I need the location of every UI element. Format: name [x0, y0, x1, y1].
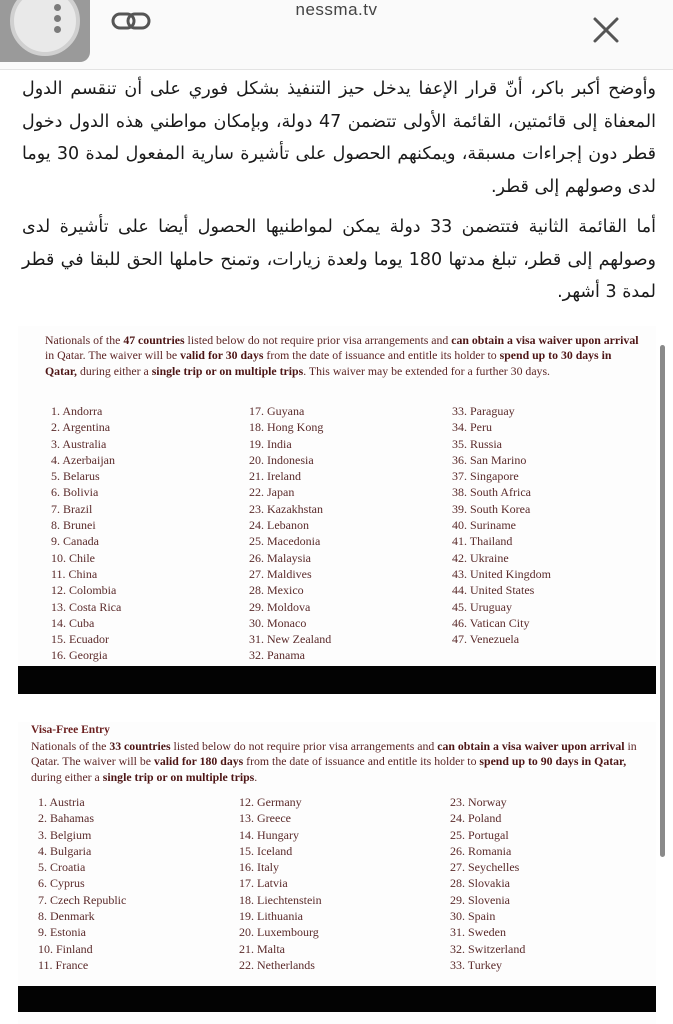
country-item: 31. Sweden: [450, 925, 506, 940]
country-item: 12. Germany: [239, 795, 302, 809]
country-item: 25. Portugal: [450, 827, 509, 842]
list2-column-2: [239, 794, 450, 973]
country-item: 23. Norway: [450, 795, 507, 809]
country-item: 35. Russia: [452, 436, 503, 451]
country-item: 16. Italy: [239, 860, 279, 875]
country-item: 24. Poland: [450, 811, 502, 826]
country-item: 11. China: [51, 566, 98, 581]
country-item: 32. Panama: [249, 648, 305, 663]
list1-column-1: [51, 403, 249, 664]
country-item: 2. Bahamas: [38, 811, 94, 826]
country-item: 27. Seychelles: [450, 860, 520, 875]
country-item: 21. Malta: [239, 941, 285, 956]
country-item: 22. Japan: [249, 485, 295, 500]
country-item: 27. Maldives: [249, 566, 312, 581]
country-item: 26. Romania: [450, 843, 512, 858]
country-item: 22. Netherlands: [239, 957, 315, 972]
country-item: 23. Kazakhstan: [249, 501, 323, 516]
country-item: 26. Malaysia: [249, 550, 311, 565]
visa-list-image: [18, 326, 656, 1024]
country-item: 33. Turkey: [450, 957, 503, 972]
country-item: 28. Slovakia: [450, 876, 510, 891]
country-item: 3. Australia: [51, 436, 107, 451]
country-item: 10. Finland: [38, 941, 93, 956]
country-item: 28. Mexico: [249, 583, 304, 598]
country-item: 3. Belgium: [38, 827, 92, 842]
country-item: 46. Vatican City: [452, 615, 530, 630]
country-item: 21. Ireland: [249, 469, 301, 484]
list1-columns: [51, 403, 642, 664]
list2-column-1: [38, 794, 239, 973]
scrollbar[interactable]: [660, 345, 665, 857]
country-item: 14. Cuba: [51, 615, 95, 630]
country-item: 17. Guyana: [249, 404, 305, 418]
country-item: 9. Estonia: [38, 925, 86, 940]
list2-column-3: [450, 794, 640, 973]
country-item: 7. Brazil: [51, 501, 93, 516]
list1-intro: Nationals of the 47 countries listed below do not require prior visa arrangements and can obtain a visa waiver upon arrival in Qatar. The waiver will be valid for 30 days from the date of issuance and entitle its holder to spend up to 30 days in Qatar, during either a single trip or on multiple trips. This waiver may be extended for a further 30 days.: [45, 333, 639, 378]
country-item: 41. Thailand: [452, 534, 513, 549]
list1-column-3: [452, 403, 642, 664]
country-item: 42. Ukraine: [452, 550, 509, 565]
country-item: 15. Iceland: [239, 843, 293, 858]
article-paragraph-1: وأوضح أكبر باكر، أنّ قرار الإعفا يدخل حيز التنفيذ بشكل فوري على أن تنقسم الدول المعفاة إلى قائمتين، القائمة الأولى تتضمن 47 دولة، وبإمكان مواطني هذه الدول دخول قطر دون إجراءات مسبقة، ويمكنهم الحصول على تأشيرة سارية المفعول لمدة 30 يوما لدى وصولهم إلى قطر.: [22, 79, 657, 197]
country-item: 6. Cyprus: [38, 876, 85, 891]
country-item: 8. Brunei: [51, 518, 96, 533]
country-item: 14. Hungary: [239, 827, 299, 842]
country-item: 4. Azerbaijan: [51, 452, 115, 467]
article-paragraph-2: أما القائمة الثانية فتتضمن 33 دولة يمكن لمواطنيها الحصول أيضا على تأشيرة لدى وصولهم إلى قطر، تبلغ مدتها 180 يوما ولعدة زيارات، وتمنح حاملها الحق للبقا في قطر لمدة 3 أشهر.: [22, 217, 657, 302]
country-item: 18. Liechtenstein: [239, 892, 322, 907]
country-item: 8. Denmark: [38, 909, 95, 924]
country-item: 24. Lebanon: [249, 518, 309, 533]
country-item: 31. New Zealand: [249, 632, 332, 647]
country-item: 10. Chile: [51, 550, 95, 565]
country-item: 5. Belarus: [51, 469, 100, 484]
country-item: 30. Monaco: [249, 615, 307, 630]
list1-column-2: [249, 403, 452, 664]
country-item: 20. Luxembourg: [239, 925, 319, 940]
country-item: 11. France: [38, 957, 89, 972]
black-bar: [18, 986, 656, 1012]
country-item: 32. Switzerland: [450, 941, 526, 956]
country-item: 29. Moldova: [249, 599, 311, 614]
country-item: 12. Colombia: [51, 583, 117, 598]
list2-title: Visa-Free Entry: [31, 724, 110, 736]
country-item: 1. Austria: [38, 795, 85, 809]
country-item: 33. Paraguay: [452, 404, 515, 418]
country-item: 13. Greece: [239, 811, 291, 826]
country-item: 44. United States: [452, 583, 535, 598]
country-item: 6. Bolivia: [51, 485, 99, 500]
country-item: 16. Georgia: [51, 648, 108, 663]
country-item: 29. Slovenia: [450, 892, 510, 907]
country-item: 1. Andorra: [51, 404, 103, 418]
country-item: 45. Uruguay: [452, 599, 512, 614]
list2-columns: [38, 794, 640, 973]
country-item: 19. India: [249, 436, 292, 451]
country-item: 9. Canada: [51, 534, 99, 549]
country-item: 36. San Marino: [452, 452, 527, 467]
country-item: 34. Peru: [452, 420, 492, 435]
country-item: 4. Bulgaria: [38, 843, 92, 858]
page-domain: nessma.tv: [295, 0, 378, 19]
country-item: 37. Singapore: [452, 469, 519, 484]
country-item: 17. Latvia: [239, 876, 288, 891]
country-item: 43. United Kingdom: [452, 566, 551, 581]
visa-waiver-list-47: [18, 326, 656, 666]
image-gap: [18, 694, 656, 722]
country-item: 38. South Africa: [452, 485, 531, 500]
country-item: 19. Lithuania: [239, 909, 303, 924]
close-icon[interactable]: [590, 14, 622, 46]
link-icon[interactable]: [110, 6, 152, 36]
country-item: 18. Hong Kong: [249, 420, 324, 435]
country-item: 15. Ecuador: [51, 632, 109, 647]
country-item: 40. Suriname: [452, 518, 516, 533]
country-item: 7. Czech Republic: [38, 892, 127, 907]
country-item: 13. Costa Rica: [51, 599, 122, 614]
black-bar: [18, 666, 656, 694]
country-item: 39. South Korea: [452, 501, 531, 516]
country-item: 2. Argentina: [51, 420, 111, 435]
country-item: 30. Spain: [450, 909, 496, 924]
country-item: 20. Indonesia: [249, 452, 314, 467]
browser-top-bar: [0, 0, 673, 70]
country-item: 25. Macedonia: [249, 534, 321, 549]
visa-free-entry-list-33: [18, 722, 656, 984]
list2-intro: Nationals of the 33 countries listed below do not require prior visa arrangements and can obtain a visa waiver upon arrival in Qatar. The waiver will be valid for 180 days from the date of issuance and entitle its holder to spend up to 90 days in Qatar, during either a single trip or on multiple trips.: [31, 739, 637, 784]
country-item: 47. Venezuela: [452, 632, 520, 647]
country-item: 5. Croatia: [38, 860, 86, 875]
